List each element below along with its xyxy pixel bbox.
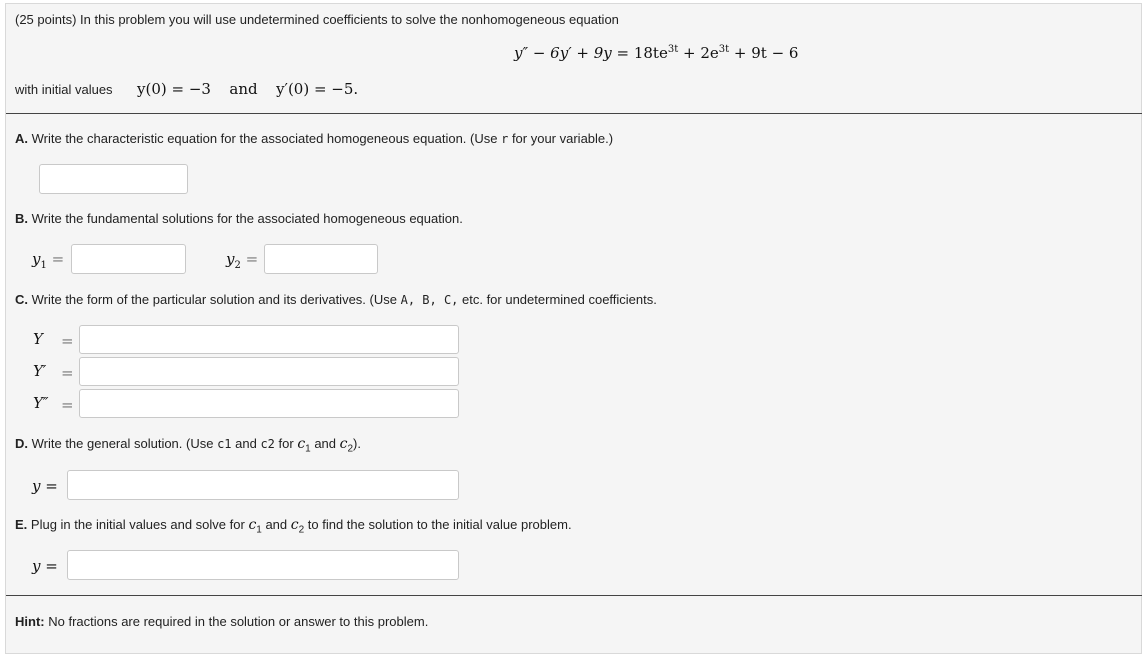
hint-label: Hint: <box>15 614 45 629</box>
Y-label <box>33 330 43 348</box>
main-equation <box>514 44 798 62</box>
y2-label <box>226 250 258 271</box>
part-d-end: ). <box>353 436 361 451</box>
particular-Yprime-input[interactable] <box>79 357 459 386</box>
Y-symbol: Y <box>33 330 43 348</box>
general-solution-label <box>32 477 58 495</box>
part-a-prompt <box>15 131 613 146</box>
part-e-letter: E. <box>15 517 28 532</box>
part-d-and: and <box>231 436 261 451</box>
part-d-m2: c <box>339 436 348 452</box>
initial-values-label: with initial values <box>15 82 113 97</box>
initial-values-and: and <box>229 80 258 98</box>
part-c-text: Write the form of the particular solution and its derivatives. (Use <box>28 292 401 307</box>
part-b-prompt <box>15 211 463 226</box>
initial-value-b: y′(0) = −5. <box>276 80 359 98</box>
hint <box>15 614 428 629</box>
part-e-m2-sub: 2 <box>298 524 305 536</box>
part-e-m1-sub: 1 <box>256 524 262 536</box>
part-c-letter: C. <box>15 292 28 307</box>
y2-equals: = <box>245 250 259 268</box>
y1-symbol: y <box>32 250 41 268</box>
particular-Y-input[interactable] <box>79 325 459 354</box>
part-d-c1: c1 <box>217 437 232 451</box>
Yp-equals: = <box>61 364 74 382</box>
Yp-symbol: Y′ <box>33 362 47 380</box>
Y-equals: = <box>61 332 74 350</box>
part-b-letter: B. <box>15 211 28 226</box>
part-a-text: Write the characteristic equation for the associated homogeneous equation. (Use <box>28 131 502 146</box>
part-d-text: Write the general solution. (Use <box>28 436 218 451</box>
general-y-label: y = <box>32 477 58 495</box>
y1-input[interactable] <box>71 244 186 274</box>
Ypp-symbol: Y″ <box>33 394 49 412</box>
characteristic-equation-input[interactable] <box>39 164 188 194</box>
equation-rhs-b: + 2e <box>678 44 719 62</box>
general-solution-input[interactable] <box>67 470 459 500</box>
equation-exp1: 3t <box>667 44 679 55</box>
equation-rhs-c: + 9t − 6 <box>729 44 799 62</box>
equation-exp2: 3t <box>718 44 730 55</box>
part-c-prompt <box>15 292 657 307</box>
particular-Ydoubleprime-input[interactable] <box>79 389 459 418</box>
part-e-text2: to find the solution to the initial value problem. <box>304 517 572 532</box>
part-d-letter: D. <box>15 436 28 451</box>
equation-lhs: y″ − 6y′ + 9y = <box>514 44 634 62</box>
problem-intro: (25 points) In this problem you will use undetermined coefficients to solve the nonhomogeneous equation <box>15 12 619 27</box>
ivp-y-label: y = <box>32 557 58 575</box>
part-d-m1-sub: 1 <box>305 443 311 455</box>
part-a-text2: for your variable.) <box>508 131 614 146</box>
part-e-prompt <box>15 517 572 536</box>
part-d-m2-sub: 2 <box>347 443 354 455</box>
Ypp-equals: = <box>61 396 74 414</box>
Ypp-label <box>33 394 49 412</box>
part-e-and: and <box>261 517 291 532</box>
ivp-solution-input[interactable] <box>67 550 459 580</box>
y1-label <box>32 250 64 271</box>
part-d-for: for <box>274 436 298 451</box>
y2-symbol: y <box>226 250 235 268</box>
part-e-m1: c <box>248 517 257 533</box>
y2-input[interactable] <box>264 244 378 274</box>
initial-value-a: y(0) = −3 <box>137 80 211 98</box>
equation-rhs-a: 18te <box>633 44 668 62</box>
hint-text: No fractions are required in the solution or answer to this problem. <box>44 614 429 629</box>
y2-subscript: 2 <box>234 260 241 271</box>
part-e-m2: c <box>290 517 299 533</box>
ivp-solution-label <box>32 557 58 575</box>
part-a-letter: A. <box>15 131 28 146</box>
part-a-var: r <box>501 132 509 146</box>
initial-values-row <box>15 80 358 99</box>
part-d-m1: c <box>297 436 306 452</box>
y1-equals: = <box>51 250 65 268</box>
part-b-text: Write the fundamental solutions for the associated homogeneous equation. <box>28 211 463 226</box>
y1-subscript: 1 <box>40 260 47 271</box>
divider-bottom <box>6 595 1142 596</box>
part-c-codes: A, B, C, <box>400 293 459 307</box>
part-d-prompt <box>15 436 361 455</box>
divider-top <box>6 113 1142 114</box>
part-e-text: Plug in the initial values and solve for <box>27 517 249 532</box>
Yp-label <box>33 362 46 380</box>
part-d-and2: and <box>310 436 340 451</box>
part-d-c2: c2 <box>260 437 275 451</box>
part-c-text2: etc. for undetermined coefficients. <box>458 292 657 307</box>
